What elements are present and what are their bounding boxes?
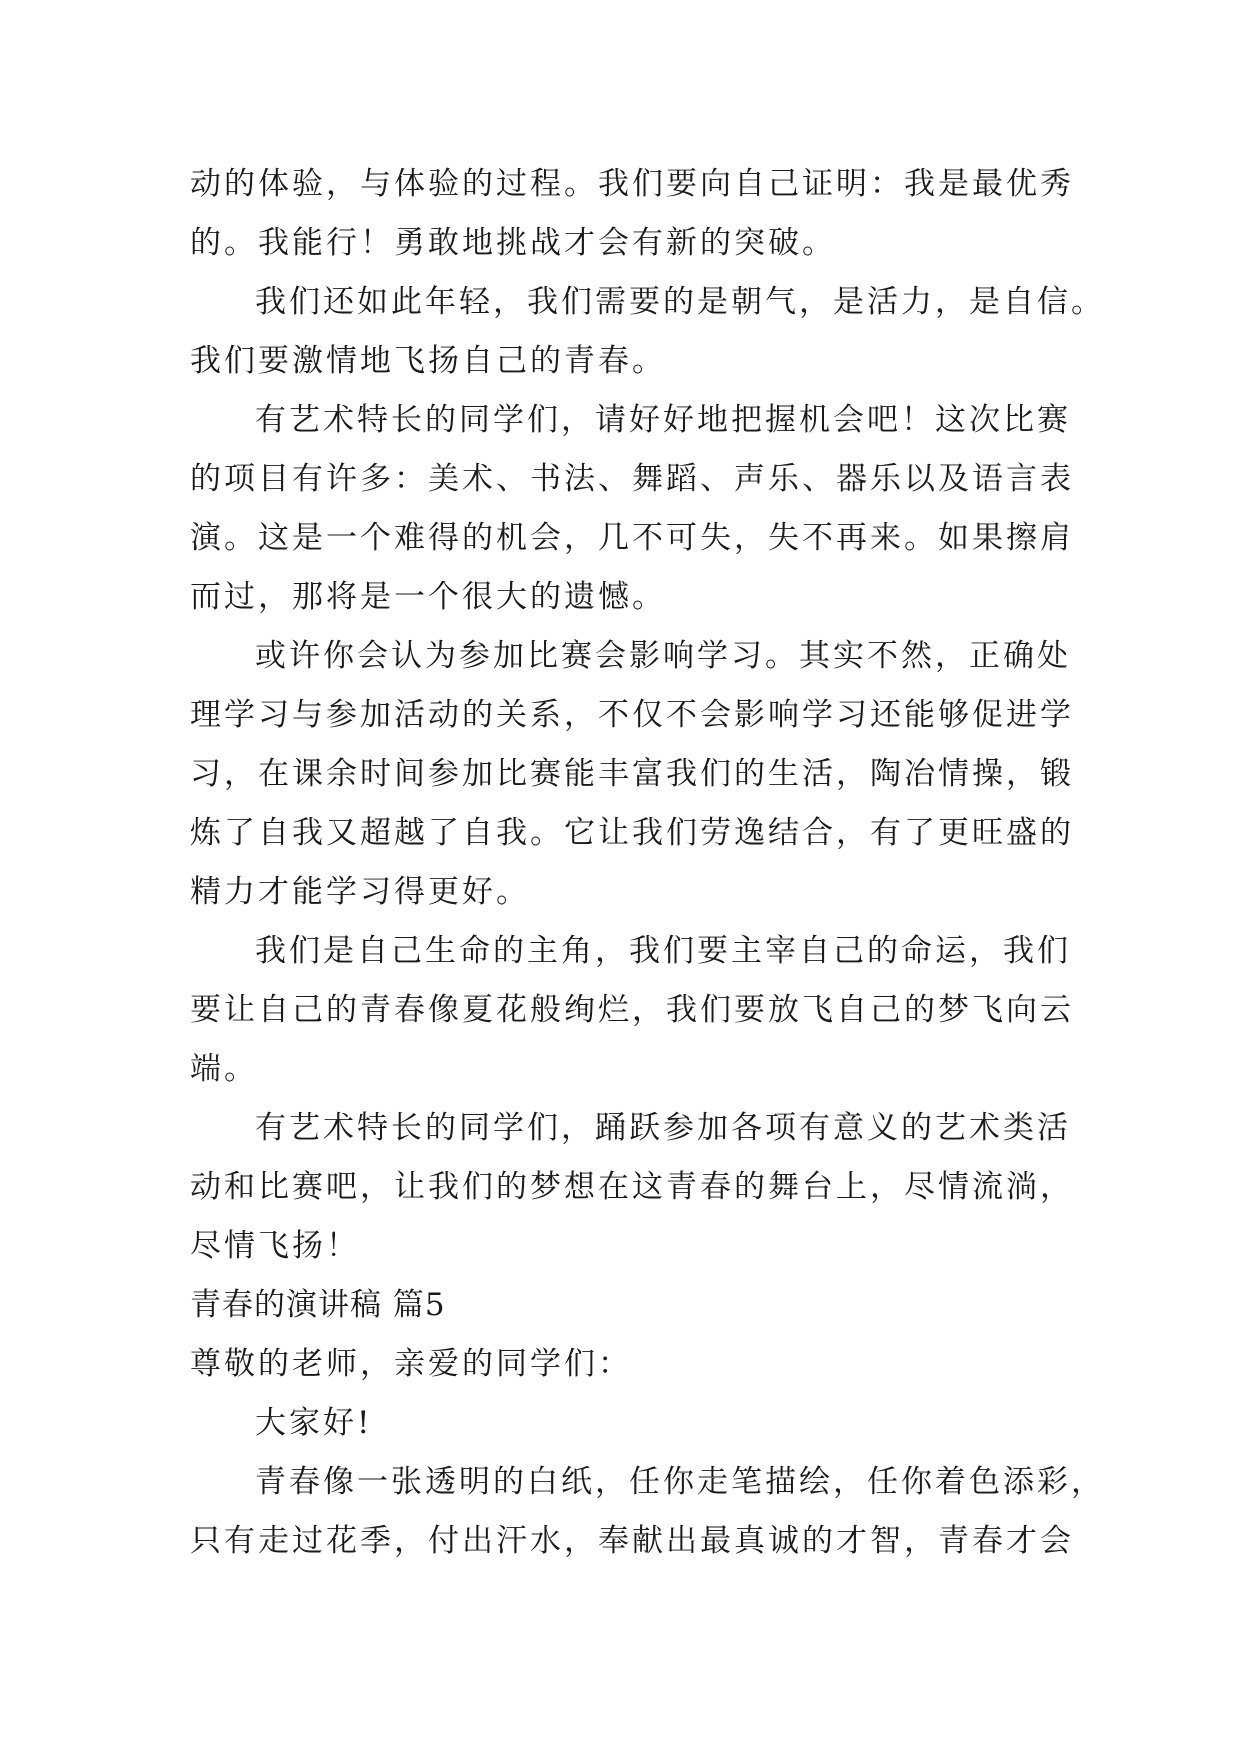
document-body — [190, 155, 1105, 1571]
text-line: 我们要激情地飞扬自己的青春。 — [190, 343, 666, 379]
text-line: 演。这是一个难得的机会，几不可失，失不再来。如果擦肩 — [190, 520, 1074, 556]
text-line: 而过，那将是一个很大的遗憾。 — [190, 579, 666, 615]
text-line: 习，在课余时间参加比赛能丰富我们的生活，陶冶情操，锻 — [190, 756, 1074, 792]
paragraph-first-line: 我们是自己生命的主角，我们要主宰自己的命运，我们 — [255, 933, 1071, 969]
text-line: 动的体验，与体验的过程。我们要向自己证明：我是最优秀 — [190, 166, 1074, 202]
paragraph-first-line: 或许你会认为参加比赛会影响学习。其实不然，正确处 — [255, 638, 1071, 674]
greeting: 大家好! — [255, 1405, 373, 1441]
text-line: 动和比赛吧，让我们的梦想在这青春的舞台上，尽情流淌， — [190, 1169, 1074, 1205]
paragraph-first-line: 有艺术特长的同学们，请好好地把握机会吧！这次比赛 — [255, 402, 1071, 438]
paragraph-first-line: 我们还如此年轻，我们需要的是朝气，是活力，是自信。 — [255, 284, 1105, 320]
paragraph-first-line: 有艺术特长的同学们，踊跃参加各项有意义的艺术类活 — [255, 1110, 1071, 1146]
paragraph-first-line: 青春像一张透明的白纸，任你走笔描绘，任你着色添彩， — [255, 1464, 1105, 1500]
text-line: 尽情飞扬！ — [190, 1228, 360, 1264]
text-line: 炼了自我又超越了自我。它让我们劳逸结合，有了更旺盛的 — [190, 815, 1074, 851]
salutation: 尊敬的老师，亲爱的同学们： — [190, 1346, 632, 1382]
text-line: 只有走过花季，付出汗水，奉献出最真诚的才智，青春才会 — [190, 1523, 1074, 1559]
text-line: 的项目有许多：美术、书法、舞蹈、声乐、器乐以及语言表 — [190, 461, 1074, 497]
text-line: 端。 — [190, 1051, 258, 1087]
text-line: 要让自己的青春像夏花般绚烂，我们要放飞自己的梦飞向云 — [190, 992, 1074, 1028]
section-heading: 青春的演讲稿 篇5 — [190, 1287, 446, 1323]
text-line: 理学习与参加活动的关系，不仅不会影响学习还能够促进学 — [190, 697, 1074, 733]
text-line: 的。我能行！勇敢地挑战才会有新的突破。 — [190, 225, 836, 261]
text-line: 精力才能学习得更好。 — [190, 874, 530, 910]
